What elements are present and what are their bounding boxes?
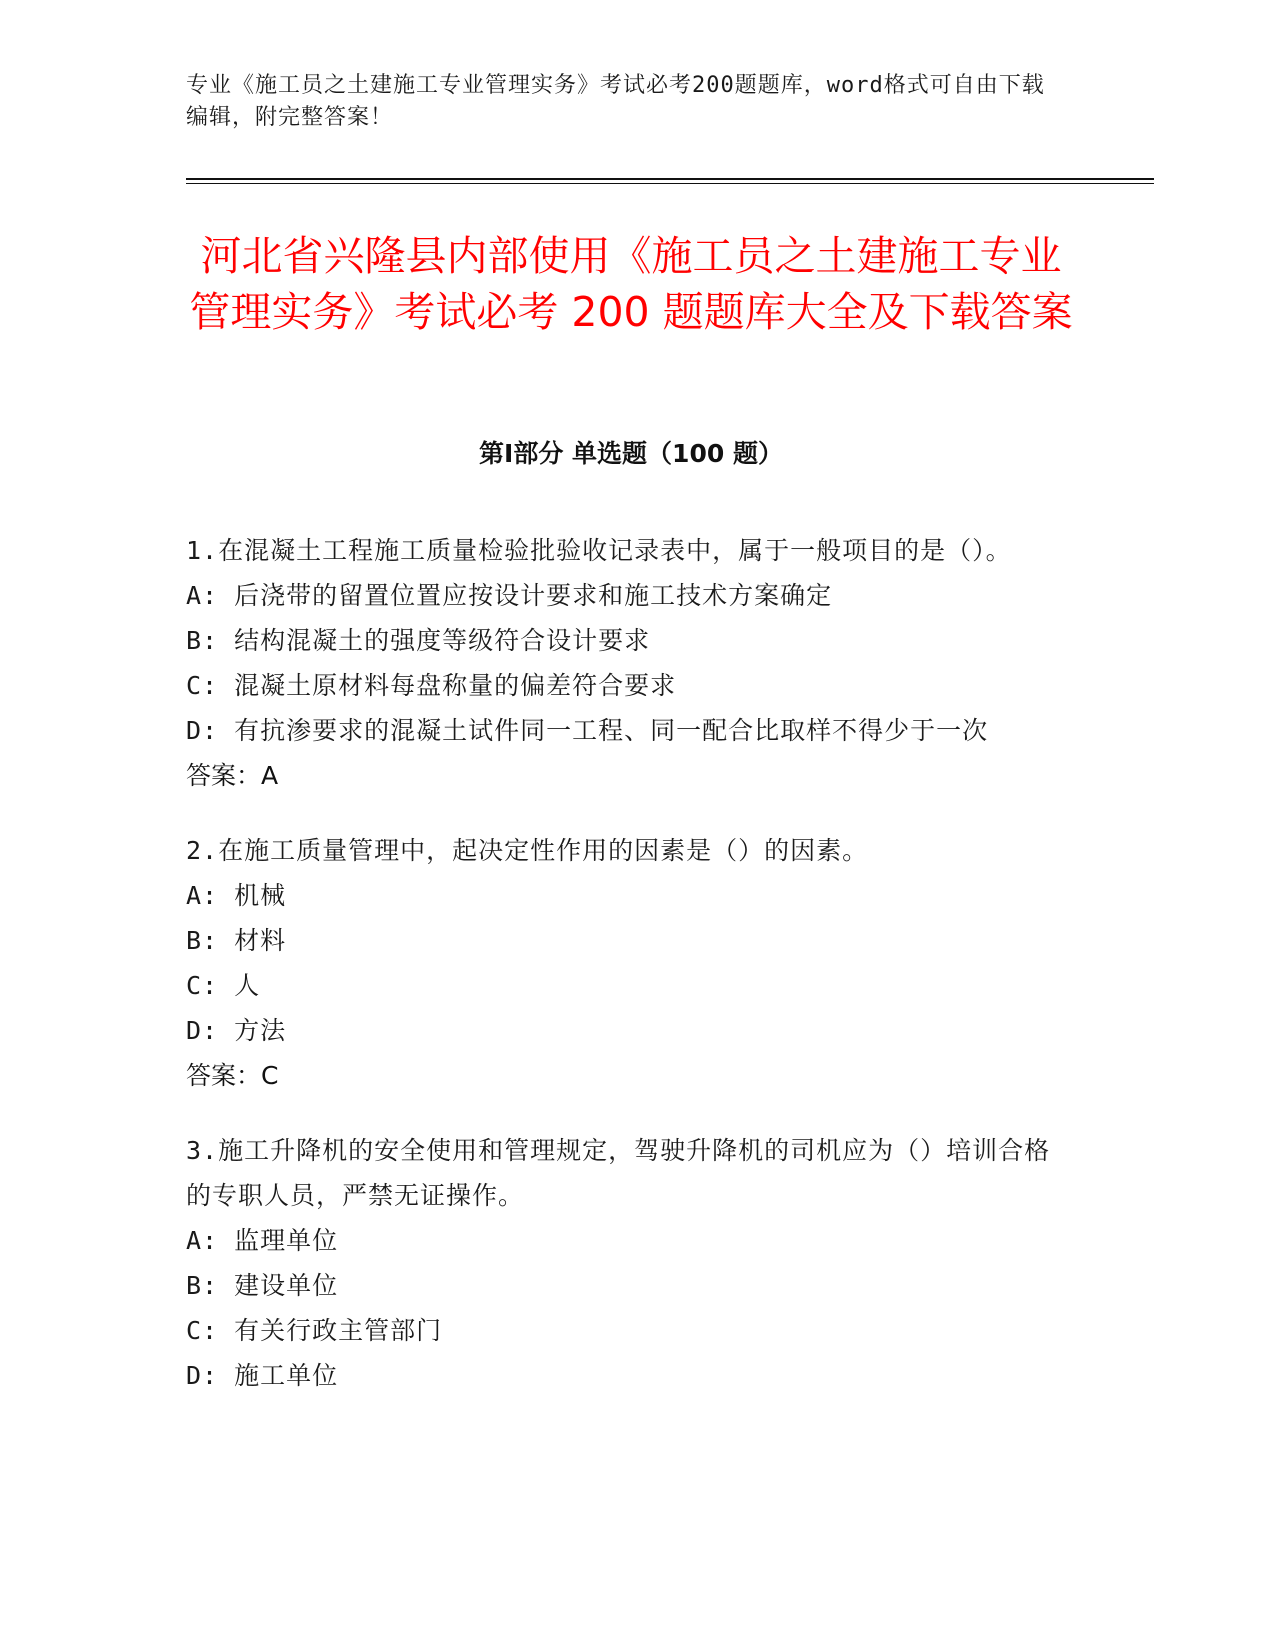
question-option-c: C: 混凝土原材料每盘称量的偏差符合要求 — [186, 671, 677, 700]
question-answer: 答案：C — [186, 1061, 279, 1090]
header-divider — [186, 178, 1154, 180]
section-heading: 第Ⅰ部分 单选题（100 题） — [479, 439, 783, 468]
question-list — [186, 528, 1076, 1428]
question-option-a: A: 机械 — [186, 881, 287, 910]
question-item — [186, 1128, 1076, 1398]
question-item — [186, 828, 1076, 1098]
question-option-c: C: 有关行政主管部门 — [186, 1316, 443, 1345]
question-option-b: B: 建设单位 — [186, 1271, 339, 1300]
question-option-b: B: 结构混凝土的强度等级符合设计要求 — [186, 626, 651, 655]
question-option-d: D: 有抗渗要求的混凝土试件同一工程、同一配合比取样不得少于一次 — [186, 716, 989, 745]
question-option-d: D: 施工单位 — [186, 1361, 339, 1390]
header-divider-thin — [186, 183, 1154, 184]
question-option-a: A: 后浇带的留置位置应按设计要求和施工技术方案确定 — [186, 581, 833, 610]
question-option-c: C: 人 — [186, 971, 261, 1000]
question-option-b: B: 材料 — [186, 926, 287, 955]
question-answer: 答案：A — [186, 761, 279, 790]
question-item — [186, 528, 1076, 798]
question-stem: 3.施工升降机的安全使用和管理规定，驾驶升降机的司机应为（）培训合格的专职人员，严禁无证操作。 — [186, 1136, 1051, 1210]
question-stem: 1.在混凝土工程施工质量检验批验收记录表中，属于一般项目的是（）。 — [186, 536, 1012, 565]
question-option-a: A: 监理单位 — [186, 1226, 339, 1255]
document-title: 河北省兴隆县内部使用《施工员之土建施工专业管理实务》考试必考 200 题题库大全及下载答案 — [189, 232, 1073, 336]
header-note: 专业《施工员之土建施工专业管理实务》考试必考200题题库，word格式可自由下载编辑，附完整答案！ — [186, 73, 1045, 130]
question-stem: 2.在施工质量管理中，起决定性作用的因素是（）的因素。 — [186, 836, 869, 865]
question-option-d: D: 方法 — [186, 1016, 287, 1045]
